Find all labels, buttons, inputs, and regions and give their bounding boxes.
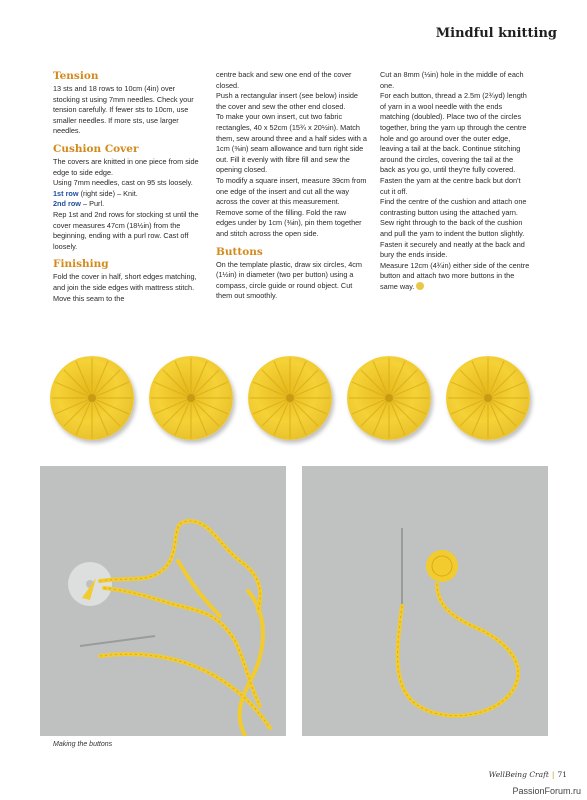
text-column-1 bbox=[53, 70, 203, 304]
yarn-button-image bbox=[149, 356, 233, 440]
yarn-cord-photo bbox=[302, 466, 548, 736]
row-2-text: – Purl. bbox=[80, 199, 105, 209]
yarn-buttons-row bbox=[40, 356, 560, 446]
page-footer bbox=[489, 770, 567, 779]
buttons-paragraph-2: Cut an 8mm (⅓in) hole in the middle of each one. bbox=[380, 70, 524, 90]
buttons-paragraph-1: On the template plastic, draw six circles, 4cm (1½in) in diameter (two per button) using a compass, circle guide or round object. Cut them out smoothly. bbox=[216, 259, 362, 301]
buttons-paragraph-5 bbox=[380, 261, 530, 293]
finishing-paragraph-1: Fold the cover in half, short edges matching, and join the side edges with mattress stitch. Move this seam to the bbox=[53, 272, 197, 303]
cushion-cover-heading: Cushion Cover bbox=[53, 142, 139, 155]
tension-heading: Tension bbox=[53, 70, 99, 82]
page-number: 71 bbox=[557, 770, 567, 779]
finishing-paragraph-2: centre back and sew one end of the cover closed. bbox=[216, 70, 352, 90]
cushion-paragraph-3: Rep 1st and 2nd rows for stocking st until the cover measures 47cm (18½in) from the beginning, ending with a purl row. Cast off loosely. bbox=[53, 209, 199, 251]
row-1-label: 1st row bbox=[53, 188, 79, 198]
finishing-paragraph-5: To modify a square insert, measure 39cm from one edge of the insert and cut all the way across the cover at this measurement. Remove some of the filling. Fold the raw edges under by 1cm (⅜in), pin them together and stitch across the open side. bbox=[216, 175, 367, 238]
row-2-instruction bbox=[53, 199, 203, 210]
row-2-label: 2nd row bbox=[53, 199, 81, 209]
text-column-3 bbox=[380, 70, 530, 292]
finishing-heading: Finishing bbox=[53, 258, 109, 271]
buttons-heading: Buttons bbox=[216, 245, 263, 258]
photo-caption: Making the buttons bbox=[53, 741, 113, 748]
yarn-threading-photo bbox=[40, 466, 286, 736]
section-title: Mindful knitting bbox=[435, 26, 557, 41]
watermark: PassionForum.ru bbox=[512, 786, 581, 796]
magazine-name: WellBeing Craft bbox=[488, 770, 549, 779]
text-column-2 bbox=[216, 70, 368, 302]
buttons-paragraph-5-text: Measure 12cm (4¾in) either side of the centre button and attach two more buttons in the same way. bbox=[380, 260, 530, 291]
yarn-button-image bbox=[446, 356, 530, 440]
row-1-instruction bbox=[53, 189, 203, 200]
footer-separator: | bbox=[551, 770, 555, 779]
yarn-button-image bbox=[347, 356, 431, 440]
row-1-text: (right side) – Knit. bbox=[78, 188, 138, 198]
finishing-paragraph-3: Push a rectangular insert (see below) inside the cover and sew the other end closed. bbox=[216, 91, 358, 111]
yarn-button-image bbox=[248, 356, 332, 440]
finishing-paragraph-4: To make your own insert, cut two fabric rectangles, 40 x 52cm (15¾ x 20½in). Match them, sew around three and a half sides with a 1cm (⅜in) seam allowance and turn right side out. Fill it evenly with fibre fill and sew the opening closed. bbox=[216, 112, 367, 175]
yarn-button-image bbox=[50, 356, 134, 440]
tension-text: 13 sts and 18 rows to 10cm (4in) over stocking st using 7mm needles. Check your tension carefully. If fewer sts to 10cm, use smaller needles. If more sts, use larger needles. bbox=[53, 84, 194, 136]
smiley-end-icon bbox=[416, 282, 424, 290]
buttons-paragraph-4: Find the centre of the cushion and attach one contrasting button using the attached yarn. Sew right through to the back of the cushion and pull the yarn to indent the button slightly. Fasten it securely and neatly at the back and bury the ends inside. bbox=[380, 197, 527, 260]
cushion-paragraph-2: Using 7mm needles, cast on 95 sts loosely. bbox=[53, 178, 193, 188]
buttons-paragraph-3: For each button, thread a 2.5m (2¾yd) length of yarn in a wool needle with the ends matching (doubled). Place two of the circles together, bring the yarn up through the centre hole and go around over the outer edge, leaving a tail at the back. Continue stitching around the circles, covering the tail at the back as you go, until they're fully covered. Fasten the yarn at the centre back but don't cut it off. bbox=[380, 91, 527, 196]
cushion-paragraph-1: The covers are knitted in one piece from side edge to side edge. bbox=[53, 156, 199, 177]
